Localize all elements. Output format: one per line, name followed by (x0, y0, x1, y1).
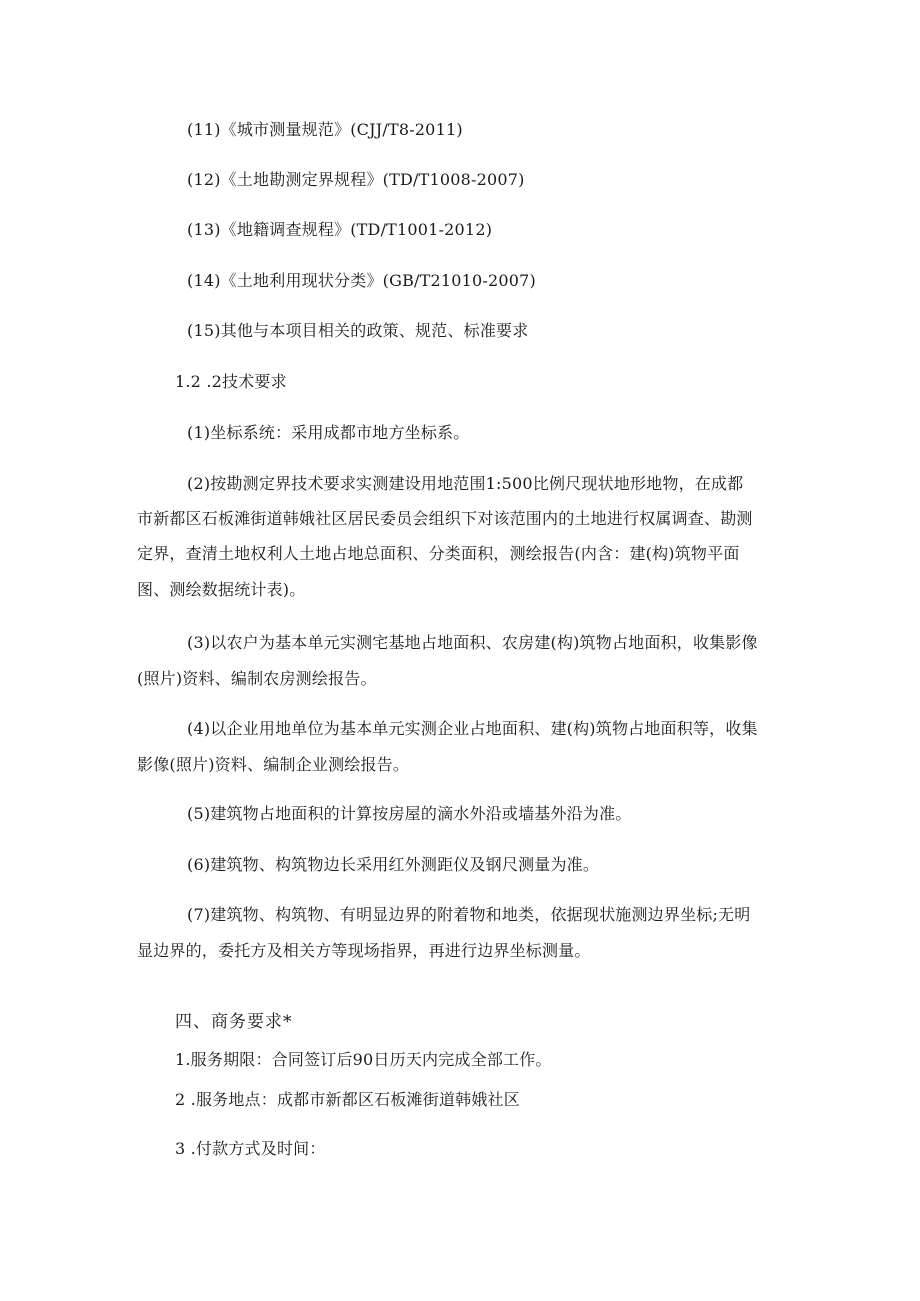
tech-item-2-line-3: 定界，查清土地权利人土地占地总面积、分类面积，测绘报告(内含：建(构)筑物平面 (137, 544, 740, 563)
tech-item-7-line-2: 显边界的，委托方及相关方等现场指界，再进行边界坐标测量。 (137, 941, 591, 960)
tech-item-6: (6)建筑物、构筑物边长采用红外测距仪及钢尺测量为准。 (187, 855, 600, 874)
standard-item-11: (11)《城市测量规范》(CJJ/T8-2011) (187, 120, 463, 139)
tech-item-2-line-2: 市新都区石板滩街道韩娥社区居民委员会组织下对该范围内的土地进行权属调查、勘测 (137, 509, 753, 528)
tech-item-3-line-2: (照片)资料、编制农房测绘报告。 (137, 669, 377, 688)
tech-item-2-line-1: (2)按勘测定界技术要求实测建设用地范围1:500比例尺现状地形地物，在成都 (187, 474, 744, 493)
standard-item-14: (14)《土地利用现状分类》(GB/T21010-2007) (187, 271, 536, 290)
standard-item-13: (13)《地籍调查规程》(TD/T1001-2012) (187, 220, 493, 239)
business-heading: 四、商务要求* (175, 1012, 293, 1032)
tech-requirements-heading: 1.2 .2技术要求 (175, 372, 287, 391)
tech-item-4-line-2: 影像(照片)资料、编制企业测绘报告。 (137, 755, 410, 774)
tech-item-2-line-4: 图、测绘数据统计表)。 (137, 580, 306, 599)
tech-item-7-line-1: (7)建筑物、构筑物、有明显边界的附着物和地类，依据现状施测边界坐标;无明 (187, 905, 751, 924)
business-item-3: 3 .付款方式及时间： (175, 1139, 326, 1158)
business-item-1: 1.服务期限：合同签订后90日历天内完成全部工作。 (175, 1050, 552, 1069)
tech-item-3-line-1: (3)以农户为基本单元实测宅基地占地面积、农房建(构)筑物占地面积，收集影像 (187, 633, 758, 652)
tech-item-5: (5)建筑物占地面积的计算按房屋的滴水外沿或墙基外沿为准。 (187, 804, 632, 823)
standard-item-15: (15)其他与本项目相关的政策、规范、标准要求 (187, 321, 529, 340)
tech-item-4-line-1: (4)以企业用地单位为基本单元实测企业占地面积、建(构)筑物占地面积等，收集 (187, 719, 758, 738)
business-item-2: 2 .服务地点：成都市新都区石板滩街道韩娥社区 (175, 1090, 520, 1109)
standard-item-12: (12)《土地勘测定界规程》(TD/T1008-2007) (187, 170, 525, 189)
tech-item-1: (1)坐标系统：采用成都市地方坐标系。 (187, 423, 470, 442)
